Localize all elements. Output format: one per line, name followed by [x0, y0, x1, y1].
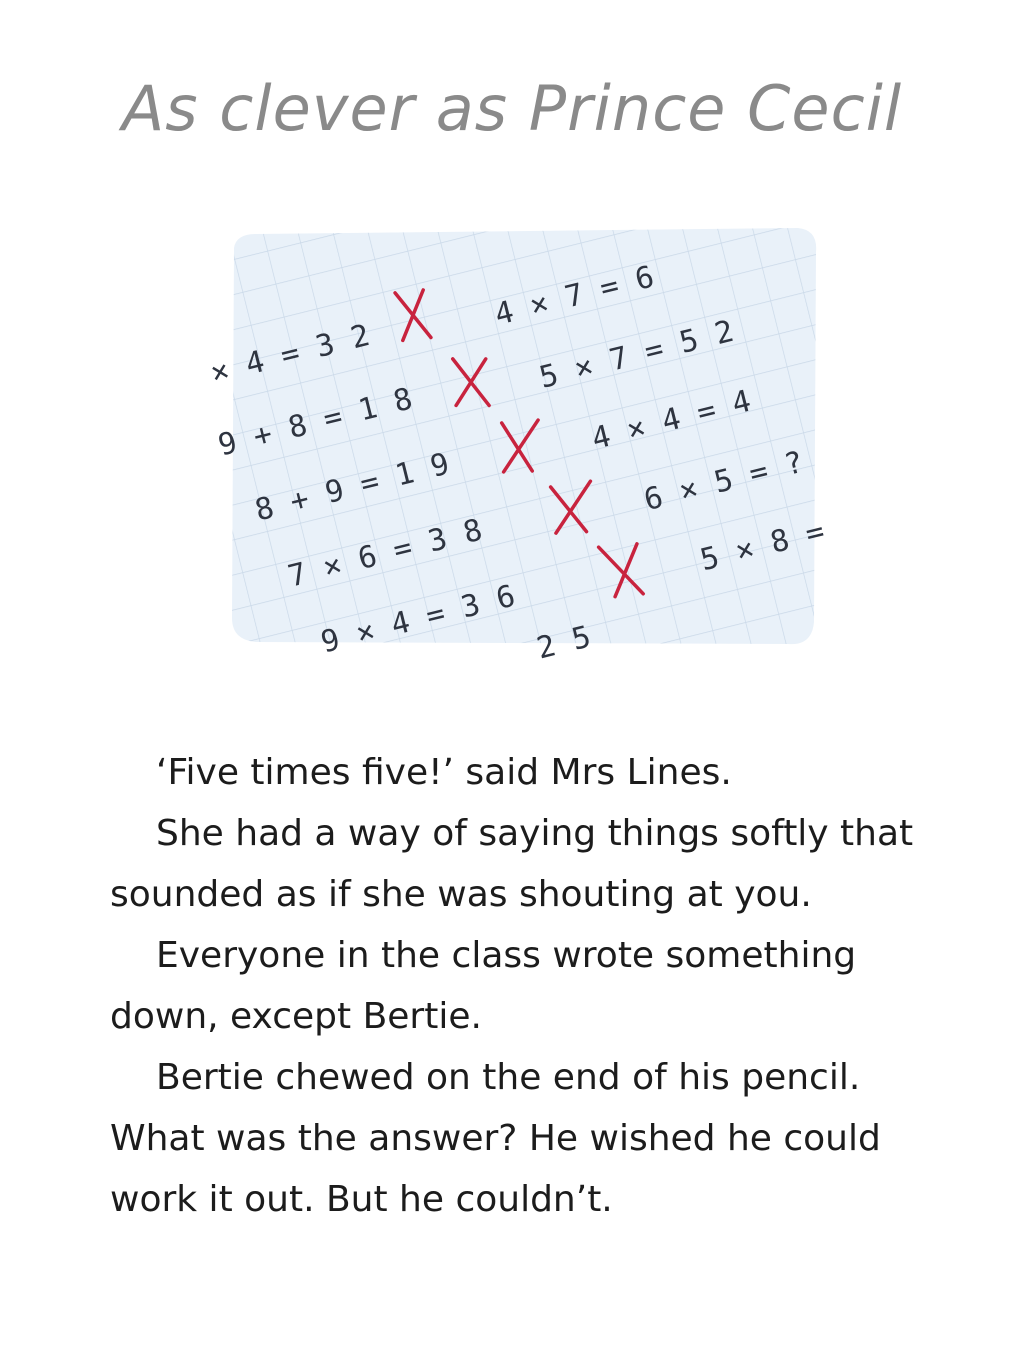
sum-left-5: 9 × 4 = 3 6 — [317, 578, 519, 661]
worksheet-illustration — [207, 226, 829, 667]
paragraph-2: She had a way of saying things softly that sounded as if she was shouting at you. — [110, 813, 914, 915]
sum-left-4: 7 × 6 = 3 8 — [284, 512, 486, 595]
sum-left-2: 9 + 8 = 1 8 — [214, 381, 417, 464]
sum-right-2: 5 × 7 = 5 2 — [535, 313, 738, 396]
paragraph-1: ‘Five times five!’ said Mrs Lines. — [156, 752, 732, 793]
paragraph-3: Everyone in the class wrote something down, except Bertie. — [110, 935, 857, 1037]
sum-left-1: × 4 = 3 2 — [207, 317, 374, 392]
sum-right-5: 5 × 8 = — [696, 513, 829, 579]
sum-right-1: 4 × 7 = 6 — [491, 259, 658, 333]
sum-right-3: 4 × 4 = 4 — [588, 383, 755, 457]
sum-right-4: 6 × 5 = ? — [640, 444, 807, 519]
story-text — [110, 742, 960, 1230]
paragraph-4: Bertie chewed on the end of his pencil. What was the answer? He wished he could work it out. But he couldn’t. — [110, 1057, 881, 1220]
chapter-title: As clever as Prince Cecil — [121, 72, 903, 145]
sum-fragment: 2 5 — [533, 619, 595, 667]
sum-left-3: 8 + 9 = 1 9 — [251, 446, 453, 529]
